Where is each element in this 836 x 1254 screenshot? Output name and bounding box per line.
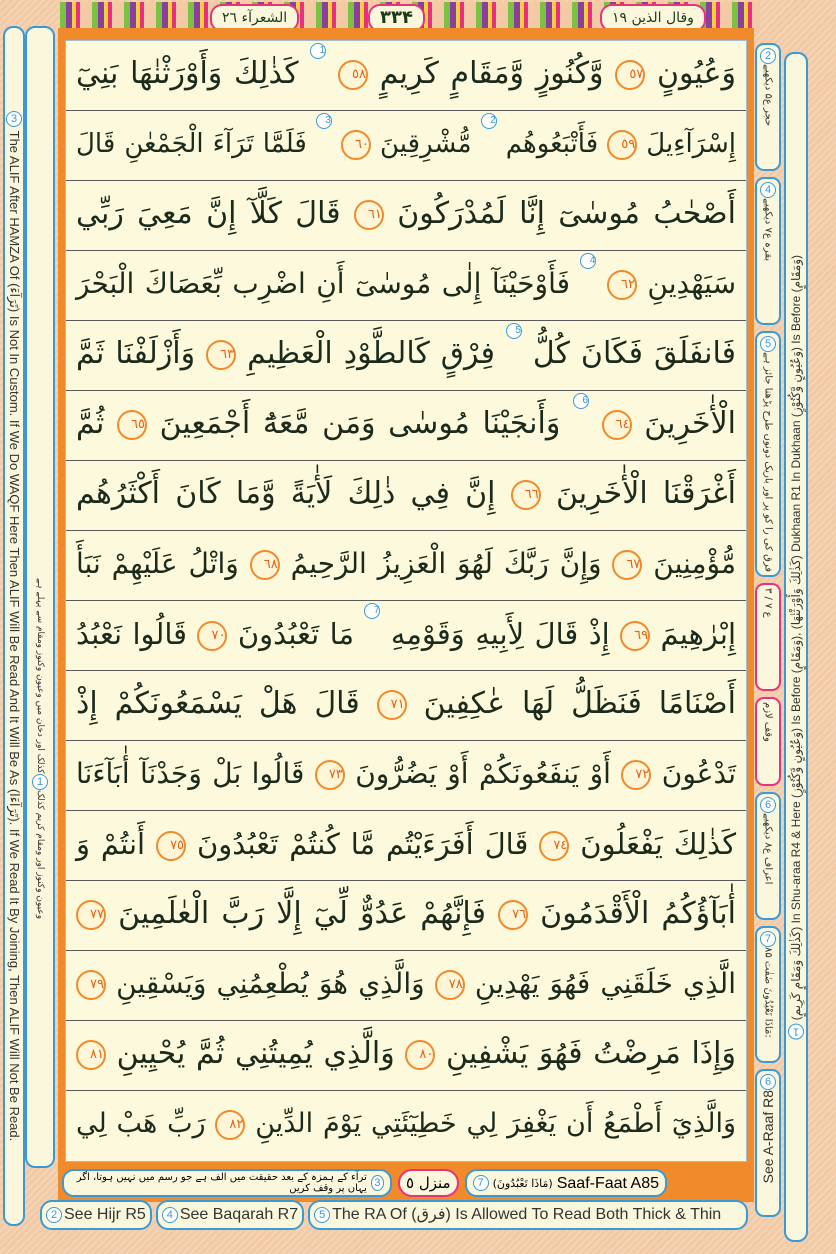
ayah-number-marker: ٧٢	[621, 760, 651, 790]
note-text: اعراف ع۸ دیکھیے	[762, 812, 774, 885]
verse-text: فِرْقٍ كَالطَّوْدِ الْعَظِيمِ	[247, 336, 495, 371]
manzil-marker: منزل ٥	[398, 1169, 459, 1197]
footnote-reference: 5	[506, 323, 522, 339]
verse-text: قَالُوا بَلْ وَجَدْنَآ أٰبَآءَنَا	[76, 757, 305, 790]
note-number: 5	[314, 1207, 330, 1223]
footnote-reference: 1	[310, 43, 326, 59]
ayah-number-marker: ٧٣	[315, 760, 345, 790]
verse-text: وَاتْلُ عَلَيْهِمْ نَبَأَ	[76, 547, 239, 580]
urdu-note: وعیون وکنوز اور ومقام کریم کذلک	[35, 790, 45, 920]
ayah-number-marker: ٦٢	[607, 270, 637, 300]
margin-note-box	[755, 926, 781, 1064]
quran-line	[66, 111, 746, 181]
ayah-number-marker: ٧٩	[76, 970, 106, 1000]
verse-text: رَبِّ هَبْ لِي	[76, 1108, 206, 1139]
margin-note-box	[755, 697, 781, 786]
quran-line	[66, 41, 746, 111]
left-english-note-content	[6, 111, 22, 1141]
verse-text: إِسْرَآءِيلَ	[646, 129, 737, 159]
verse-text: أَغْرَقْنَا الْأٰخَرِينَ	[555, 476, 736, 511]
bottom-note	[308, 1200, 748, 1230]
margin-note-box	[755, 43, 781, 171]
para-name-cartouche: وقال الذين ١٩	[600, 4, 706, 32]
note-text: مَاذَا تَعْبُدُونَ صٰفٰت ۸۵:	[762, 946, 774, 1038]
ayah-number-marker: ٦٣	[206, 340, 236, 370]
verse-text: أَوْ يَنفَعُونَكُمْ أَوْ يَضُرُّونَ	[355, 757, 611, 790]
quran-line	[66, 951, 746, 1021]
bottom-notes	[40, 1200, 748, 1230]
note-text: فرق کی را کو پر اور باریک دونوں طرح پڑھنا جائز ہے	[762, 351, 774, 572]
note-text: See A-Raaf R8	[759, 1090, 776, 1184]
note-arabic: (مَاذَا تَعْبُدُونَ)	[492, 1176, 553, 1190]
note-text: ع ٧ / ٣	[762, 587, 774, 618]
ayah-number-marker: ٧١	[377, 690, 407, 720]
verse-text: مَا تَعْبُدُونَ	[237, 617, 354, 651]
note-number: 2	[760, 48, 776, 64]
verse-text: وَالَّذِيٓ أَطْمَعُ أَن يَغْفِرَ لِي خَطِيٓئَتِي يَوْمَ الدِّينِ	[255, 1108, 736, 1139]
verse-text: فَلَمَّا تَرَآءَ الْجَمْعٰنِ قَالَ	[76, 129, 307, 159]
note-number: 6	[760, 797, 776, 813]
left-english-note	[3, 26, 25, 1226]
footnote-reference: 4	[580, 253, 596, 269]
note-number: 7	[473, 1175, 489, 1191]
note-text: بقرہ ع۷ دیکھیے	[762, 197, 774, 262]
verse-text: فَانفَلَقَ فَكَانَ كُلُّ	[532, 336, 736, 371]
footnote-reference: 3	[316, 113, 332, 129]
verse-text: مُّؤْمِنِينَ	[653, 547, 736, 580]
ayah-number-marker: ٥٩	[607, 130, 637, 160]
note-text: وقف لازم	[762, 702, 774, 742]
note-number: 3	[6, 111, 22, 127]
verse-text: أَصْحٰبُ مُوسٰىٓ إِنَّا لَمُدْرَكُونَ	[397, 196, 736, 231]
quran-line	[66, 601, 746, 671]
margin-note-box	[755, 792, 781, 920]
footer-strip	[62, 1166, 752, 1200]
verse-text: أٰبَآؤُكُمُ الْأَقْدَمُونَ	[540, 896, 736, 931]
ayah-number-marker: ٥٧	[615, 60, 645, 90]
verse-text: قَالَ كَلَّآ إِنَّ مَعِيَ رَبِّي	[76, 196, 341, 231]
verse-text: قَالَ هَلْ يَسْمَعُونَكُمْ إِذْ	[76, 686, 360, 721]
ayah-number-marker: ٦٦	[511, 480, 541, 510]
verse-text: إِنَّ فِي ذٰلِكَ لَأٰيَةً وَّمَا كَانَ أَكْثَرُهُم	[76, 476, 496, 511]
note-number: 2	[46, 1207, 62, 1223]
verse-text: مُّشْرِقِينَ	[380, 129, 472, 159]
note-text: The ALIF After HAMZA Of (تَرَآءَ) Is Not In Custom. If We Do WAQF Here Then ALIF Will Be Read And It Will Be As (تَرَآءَا). If We Read It By Joining, Then ALIF Will Not Be Read.	[7, 130, 22, 1142]
right-english-note-content	[788, 255, 804, 1040]
note-number: 4	[760, 182, 776, 198]
margin-note-box	[755, 177, 781, 325]
ayah-number-marker: ٦٧	[612, 550, 642, 580]
verse-text: كَذٰلِكَ وَأَوْرَثْنٰهَا بَنِيٓ	[76, 56, 299, 91]
ayah-number-marker: ٦٩	[620, 621, 650, 651]
verse-text: وَالَّذِي يُمِيتُنِي ثُمَّ يُحْيِينِ	[116, 1036, 395, 1071]
bottom-note	[40, 1200, 152, 1230]
right-notes-column	[754, 40, 782, 1220]
quran-line	[66, 391, 746, 461]
note-text: ترآء کے ہمزہ کے بعد حقیقت میں الف ہے جو رسم میں نہیں ہوتا، اگر یہاں پر وقف کریں	[76, 1172, 367, 1194]
ayah-number-marker: ٧٥	[156, 831, 186, 861]
ayah-number-marker: ٧٠	[197, 621, 227, 651]
verse-text: إِبْرٰهِيمَ	[660, 617, 737, 651]
verse-text: فَأَوْحَيْنَآ إِلٰى مُوسٰىٓ أَنِ اضْرِب بِّعَصَاكَ الْبَحْرَ	[76, 267, 570, 300]
verse-text: قَالَ أَفَرَءَيْتُم مَّا كُنتُمْ تَعْبُدُونَ	[196, 827, 529, 861]
verse-text: وَأَزْلَفْنَا ثَمَّ	[76, 336, 196, 371]
quran-text-area	[65, 40, 747, 1162]
verse-text: ثُمَّ	[76, 406, 105, 441]
page-number: ۳۳۴	[368, 4, 425, 32]
quran-line	[66, 671, 746, 741]
ayah-number-marker: ٨١	[76, 1040, 106, 1070]
verse-text: الْأٰخَرِينَ	[644, 406, 737, 441]
note-number: 1	[32, 774, 48, 790]
ayah-number-marker: ٥٨	[338, 60, 368, 90]
right-english-note	[784, 52, 808, 1242]
ayah-number-marker: ٦٠	[341, 130, 371, 160]
quran-line	[66, 181, 746, 251]
verse-text: سَيَهْدِينِ	[647, 267, 737, 300]
quran-line	[66, 1021, 746, 1091]
urdu-note: کذلک اور دخان میں وعیون وکنوز ومقام سے پہلے ہے	[35, 578, 45, 774]
footnote-reference: 7	[364, 603, 380, 619]
footer-reference-note	[465, 1169, 667, 1197]
verse-text: تَدْعُونَ	[661, 757, 737, 790]
verse-text: كَذٰلِكَ يَفْعَلُونَ	[580, 827, 737, 861]
note-number: 1	[788, 1023, 804, 1039]
surah-name-cartouche: الشعرآء ٢٦	[210, 4, 299, 32]
quran-line	[66, 251, 746, 321]
margin-note-box	[755, 1069, 781, 1217]
note-text: Saaf-Faat A85	[556, 1174, 660, 1192]
note-number: 6	[760, 1074, 776, 1090]
verse-text: إِذْ قَالَ لِأَبِيهِ وَقَوْمِهِ	[390, 617, 610, 651]
ayah-number-marker: ٧٨	[435, 970, 465, 1000]
note-text: (كَذٰلِكَ وَمَقَامٍ كَرِيمٍ) In Shu-araa R4 & Here (وَعُيُونٍ وَّكُنُوْزٍ) Is Before (وَمَقَامٍ), (كَذٰلِكَ وَأَوْرَثْنٰهَا) Dukhaan R1 In Dukhaan (وَعُيُونٍ وَّكُنُوْزٍ) Is Before (وَمَقَامٍ)	[789, 254, 803, 1020]
quran-line	[66, 531, 746, 601]
verse-text: فَإِنَّهُمْ عَدُوٌّ لِّيٓ إِلَّا رَبَّ الْعٰلَمِينَ	[118, 896, 486, 931]
verse-text: أَنتُمْ وَ	[76, 827, 146, 861]
margin-note-box	[755, 331, 781, 577]
ayah-number-marker: ٦٨	[250, 550, 280, 580]
note-number: 4	[162, 1207, 178, 1223]
verse-text: قَالُوا نَعْبُدُ	[76, 617, 188, 651]
left-urdu-notes	[25, 26, 55, 1168]
note-text: See Baqarah R7	[179, 1206, 299, 1223]
quran-line	[66, 1091, 746, 1161]
margin-note-box	[755, 583, 781, 691]
ayah-number-marker: ٨٠	[405, 1040, 435, 1070]
footer-urdu-note	[62, 1169, 392, 1197]
note-text: The RA Of (فرق) Is Allowed To Read Both Thick & Thin	[332, 1206, 722, 1223]
note-number: 7	[760, 931, 776, 947]
verse-text: فَأَتْبَعُوهُم	[505, 129, 599, 159]
ayah-number-marker: ٧٧	[76, 900, 106, 930]
note-text: حجر ع۵ دیکھیے	[762, 64, 774, 127]
note-number: 5	[760, 336, 776, 352]
quran-line	[66, 811, 746, 881]
ayah-number-marker: ٦٤	[602, 410, 632, 440]
verse-text: وَأَنجَيْنَا مُوسٰى وَمَن مَّعَهُٓ أَجْمَعِينَ	[159, 406, 561, 441]
verse-text: أَصْنَامًا فَنَظَلُّ لَهَا عٰكِفِينَ	[423, 686, 736, 721]
verse-text: وَالَّذِي هُوَ يُطْعِمُنِي وَيَسْقِينِ	[116, 967, 425, 1000]
quran-line	[66, 741, 746, 811]
quran-line	[66, 461, 746, 531]
verse-text: وَّكُنُوزٍ وَّمَقَامٍ كَرِيمٍ	[379, 56, 604, 91]
ayah-number-marker: ٦١	[354, 200, 384, 230]
bottom-note	[156, 1200, 304, 1230]
ayah-number-marker: ٧٤	[539, 831, 569, 861]
verse-text: وَإِذَا مَرِضْتُ فَهُوَ يَشْفِينِ	[446, 1036, 736, 1071]
ayah-number-marker: ٨٢	[215, 1110, 245, 1140]
ayah-number-marker: ٧٦	[498, 900, 528, 930]
verse-text: وَعُيُونٍ	[657, 56, 736, 91]
ayah-number-marker: ٦٥	[117, 410, 147, 440]
verse-text: الَّذِي خَلَقَنِي فَهُوَ يَهْدِينِ	[474, 967, 736, 1000]
quran-line	[66, 881, 746, 951]
verse-text: وَإِنَّ رَبَّكَ لَهُوَ الْعَزِيزُ الرَّحِيمُ	[290, 547, 602, 580]
footnote-reference: 6	[573, 393, 589, 409]
quran-line	[66, 321, 746, 391]
note-number: 3	[371, 1175, 384, 1191]
note-text: See Hijr R5	[64, 1206, 146, 1223]
footnote-reference: 2	[481, 113, 497, 129]
